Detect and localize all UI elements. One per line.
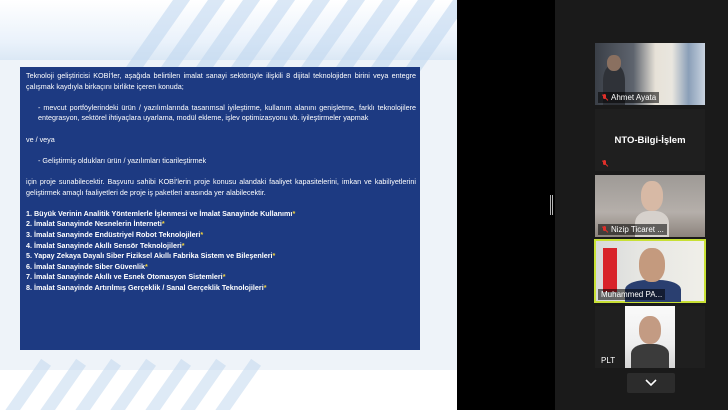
scroll-participants-button[interactable] (627, 373, 675, 393)
slide-connector-text: ve / veya (26, 134, 55, 144)
technology-item: 1. Büyük Verinin Analitik Yöntemlerle İşlenmesi ve İmalat Sanayinde Kullanımı* (26, 208, 296, 218)
participant-video-face (607, 55, 621, 71)
slide-bullet-improve: - mevcut portföylerindeki ürün / yazılımlarında tasarımsal iyileştirme, kullanım alanını genişletme, farklı teknolojilere entegrasyon, sektörel ihtiyaçlara uyarlama, modül ekleme, işlev optimizasyonu vb. iyileştirmeler yapmak (38, 102, 416, 123)
participant-tile-nto[interactable] (595, 109, 705, 171)
participant-tile-plt[interactable] (595, 306, 705, 368)
slide-content-box (20, 67, 420, 350)
slide-intro-text: Teknoloji geliştiricisi KOBİ'ler, aşağıda belirtilen imalat sanayi sektörüyle ilişkili 8 dijital teknolojiden birini veya entegre çalışmak kaydıyla birkaçını birlikte içeren konuda; (26, 71, 416, 91)
slide-footer-band (0, 370, 457, 410)
participant-video-face (641, 181, 663, 211)
participant-video-face (639, 316, 661, 344)
participant-name-tag: PLT (601, 356, 616, 365)
technology-list (26, 209, 416, 294)
slide-header-band (0, 0, 457, 60)
flag-decor (603, 248, 617, 292)
technology-item: 5. Yapay Zekaya Dayalı Siber Fiziksel Akıllı Fabrika Sistem ve Bileşenleri* (26, 251, 276, 261)
slide-decor-stripe (1, 359, 51, 410)
mic-muted-icon (601, 94, 608, 102)
participant-video-silhouette (631, 344, 669, 368)
mic-muted-icon (601, 160, 608, 168)
participant-name-tag: Ahmet Ayata (598, 92, 659, 103)
participant-name-tag: Muhammed PA... (598, 289, 665, 300)
participant-tile-muhammed[interactable] (595, 240, 705, 302)
participant-video-face (639, 248, 665, 282)
slide-bullet-commercialize: - Geliştirmiş oldukları ürün / yazılımları ticarileştirmek (38, 155, 207, 165)
technology-item: 3. İmalat Sanayinde Endüstriyel Robot Teknolojileri* (26, 229, 204, 239)
technology-item: 6. İmalat Sanayinde Siber Güvenlik* (26, 261, 148, 271)
technology-item: 2. İmalat Sanayinde Nesnelerin İnterneti* (26, 219, 165, 229)
technology-item: 7. İmalat Sanayinde Akıllı ve Esnek Otomasyon Sistemleri* (26, 272, 226, 282)
technology-item: 8. İmalat Sanayinde Artırılmış Gerçeklik / Sanal Gerçeklik Teknolojileri* (26, 282, 267, 292)
participant-name-display: NTO-Bilgi-İşlem (614, 134, 686, 146)
slide-closing-text: için proje sunabilecektir. Başvuru sahibi KOBİ'lerin proje konusu alandaki faaliyet kapasitelerini, imkan ve kabiliyetlerini geliştirmek amaçlı faaliyetleri de proje iş paketleri arasında yer alabilecektir. (26, 176, 416, 197)
technology-item: 4. İmalat Sanayinde Akıllı Sensör Teknolojileri* (26, 240, 185, 250)
participant-video (625, 306, 675, 368)
chevron-down-icon (645, 379, 657, 387)
participant-name-tag (598, 159, 611, 169)
participant-tile-nizip[interactable] (595, 175, 705, 237)
participant-tile-ahmet[interactable] (595, 43, 705, 105)
slide-page-number: 43 (2, 375, 8, 381)
panel-resize-handle[interactable] (550, 195, 553, 215)
mic-muted-icon (601, 226, 608, 234)
participant-name-tag: Nizip Ticaret ... (598, 224, 667, 235)
shared-screen-margin (457, 0, 549, 410)
